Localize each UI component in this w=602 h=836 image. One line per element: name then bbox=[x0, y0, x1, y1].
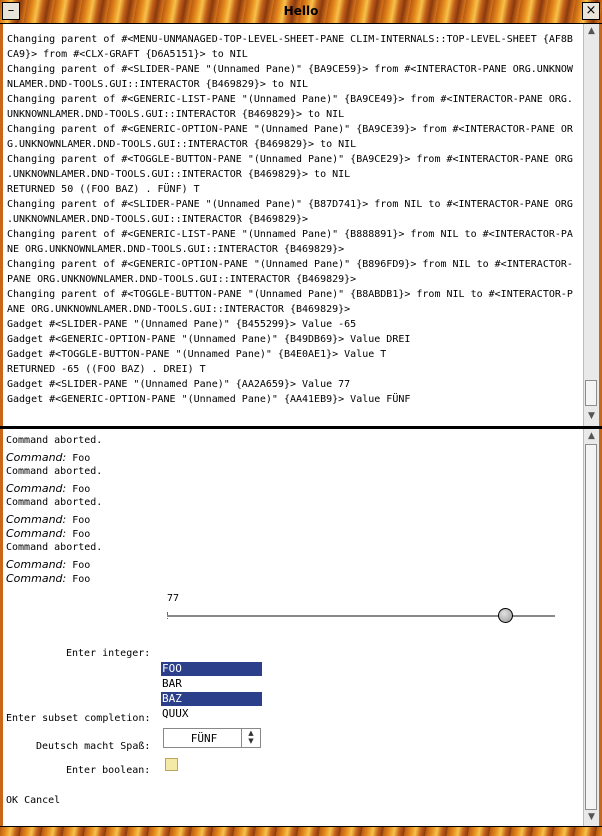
updown-icon[interactable]: ▲ ▼ bbox=[241, 729, 260, 747]
status-message: Command aborted. bbox=[6, 466, 103, 477]
command-prompt: Command: bbox=[6, 558, 67, 571]
interactor-scrollbar[interactable] bbox=[583, 429, 599, 826]
interactor-history bbox=[6, 432, 102, 586]
command-prompt: Command: bbox=[6, 572, 67, 585]
command-line bbox=[6, 572, 102, 586]
subset-option-baz[interactable]: BAZ bbox=[161, 692, 262, 706]
status-message: Command aborted. bbox=[6, 497, 103, 508]
output-line: CA9}> from #<CLX-GRAFT {D6A5151}> to NIL bbox=[7, 49, 248, 60]
output-line: Changing parent of #<TOGGLE-BUTTON-PANE "(Unnamed Pane)" {B8ABDB1}> from NIL to #<INTERACTOR-P bbox=[7, 289, 573, 300]
command-prompt: Command: bbox=[6, 451, 67, 464]
integer-slider[interactable] bbox=[167, 615, 555, 618]
output-line: UNKNOWNLAMER.DND-TOOLS.GUI::INTERACTOR {B469829}> to NIL bbox=[7, 109, 345, 120]
output-scrollbar[interactable] bbox=[583, 24, 599, 426]
command-line bbox=[6, 482, 102, 496]
output-line: NE ORG.UNKNOWNLAMER.DND-TOOLS.GUI::INTERACTOR {B469829}> bbox=[7, 244, 345, 255]
command-prompt: Command: bbox=[6, 513, 67, 526]
enter-boolean-label: Enter boolean: bbox=[66, 765, 151, 776]
command-line bbox=[6, 451, 102, 465]
command-text: Foo bbox=[66, 484, 91, 495]
output-line: Gadget #<GENERIC-OPTION-PANE "(Unnamed Pane)" {AA41EB9}> Value FÜNF bbox=[7, 394, 411, 405]
window-bottom-border bbox=[0, 826, 602, 836]
output-line: NLAMER.DND-TOOLS.GUI::INTERACTOR {B469829}> to NIL bbox=[7, 79, 309, 90]
enter-integer-label: Enter integer: bbox=[66, 648, 151, 659]
output-line: Changing parent of #<MENU-UNMANAGED-TOP-LEVEL-SHEET-PANE CLIM-INTERNALS::TOP-LEVEL-SHEET {AF8B bbox=[7, 34, 573, 45]
scroll-down-icon[interactable]: ▼ bbox=[588, 411, 595, 421]
interactor-pane[interactable] bbox=[3, 429, 583, 826]
button-row bbox=[6, 795, 60, 806]
option-value: FÜNF bbox=[190, 732, 218, 745]
output-line: Gadget #<GENERIC-OPTION-PANE "(Unnamed Pane)" {B49DB69}> Value DREI bbox=[7, 334, 411, 345]
output-scroll-thumb[interactable] bbox=[585, 380, 597, 406]
deutsch-option-select[interactable] bbox=[163, 728, 261, 748]
scroll-down-icon[interactable]: ▼ bbox=[588, 812, 595, 822]
command-text: Foo bbox=[66, 515, 91, 526]
subset-option-quux[interactable]: QUUX bbox=[162, 707, 189, 720]
output-line: G.UNKNOWNLAMER.DND-TOOLS.GUI::INTERACTOR {B469829}> to NIL bbox=[7, 139, 357, 150]
command-line bbox=[6, 527, 102, 541]
command-line bbox=[6, 513, 102, 527]
output-line: Changing parent of #<GENERIC-OPTION-PANE "(Unnamed Pane)" {BA9CE39}> from #<INTERACTOR-PANE OR bbox=[7, 124, 573, 135]
command-prompt: Command: bbox=[6, 527, 67, 540]
window-menu-button[interactable]: – bbox=[2, 2, 20, 20]
output-line: Changing parent of #<TOGGLE-BUTTON-PANE "(Unnamed Pane)" {BA9CE29}> from #<INTERACTOR-PANE ORG bbox=[7, 154, 573, 165]
slider-knob[interactable] bbox=[498, 608, 513, 623]
output-line: Changing parent of #<GENERIC-LIST-PANE "(Unnamed Pane)" {B888891}> from NIL to #<INTERACTOR-PA bbox=[7, 229, 573, 240]
command-line bbox=[6, 558, 102, 572]
slider-value: 77 bbox=[167, 593, 180, 604]
output-line: PANE ORG.UNKNOWNLAMER.DND-TOOLS.GUI::INTERACTOR {B469829}> bbox=[7, 274, 357, 285]
output-line: RETURNED 50 ((FOO BAZ) . FÜNF) T bbox=[7, 184, 200, 195]
output-line: Gadget #<SLIDER-PANE "(Unnamed Pane)" {AA2A659}> Value 77 bbox=[7, 379, 351, 390]
boolean-checkbox[interactable] bbox=[165, 758, 178, 771]
output-line: Gadget #<SLIDER-PANE "(Unnamed Pane)" {B455299}> Value -65 bbox=[7, 319, 357, 330]
command-text: Foo bbox=[66, 529, 91, 540]
title-bar[interactable] bbox=[0, 0, 602, 24]
scroll-up-icon[interactable]: ▲ bbox=[588, 26, 595, 36]
output-line: ANE ORG.UNKNOWNLAMER.DND-TOOLS.GUI::INTERACTOR {B469829}> bbox=[7, 304, 351, 315]
status-message: Command aborted. bbox=[6, 542, 103, 553]
output-line: RETURNED -65 ((FOO BAZ) . DREI) T bbox=[7, 364, 206, 375]
scroll-up-icon[interactable]: ▲ bbox=[588, 431, 595, 441]
enter-subset-label: Enter subset completion: bbox=[6, 713, 151, 724]
output-text bbox=[3, 24, 583, 407]
close-icon: × bbox=[585, 3, 597, 18]
interactor-scroll-thumb[interactable] bbox=[585, 444, 597, 810]
subset-option-foo[interactable]: FOO bbox=[161, 662, 262, 676]
command-text: Foo bbox=[66, 574, 91, 585]
output-line: Changing parent of #<GENERIC-OPTION-PANE "(Unnamed Pane)" {B896FD9}> from NIL to #<INTERACTOR- bbox=[7, 259, 573, 270]
window-title: Hello bbox=[283, 4, 319, 18]
output-line: .UNKNOWNLAMER.DND-TOOLS.GUI::INTERACTOR {B469829}> to NIL bbox=[7, 169, 351, 180]
output-line: Changing parent of #<SLIDER-PANE "(Unnamed Pane)" {B87D741}> from NIL to #<INTERACTOR-PANE ORG bbox=[7, 199, 573, 210]
cancel-button[interactable]: Cancel bbox=[24, 795, 61, 806]
command-text: Foo bbox=[66, 560, 91, 571]
output-line: Changing parent of #<GENERIC-LIST-PANE "(Unnamed Pane)" {BA9CE49}> from #<INTERACTOR-PANE ORG. bbox=[7, 94, 573, 105]
output-pane bbox=[3, 24, 583, 426]
output-line: Gadget #<TOGGLE-BUTTON-PANE "(Unnamed Pane)" {B4E0AE1}> Value T bbox=[7, 349, 387, 360]
subset-option-bar[interactable]: BAR bbox=[162, 677, 182, 690]
deutsch-label: Deutsch macht Spaß: bbox=[36, 741, 151, 752]
status-message: Command aborted. bbox=[6, 435, 103, 446]
command-prompt: Command: bbox=[6, 482, 67, 495]
close-button[interactable] bbox=[582, 2, 600, 20]
output-line: .UNKNOWNLAMER.DND-TOOLS.GUI::INTERACTOR {B469829}> bbox=[7, 214, 309, 225]
ok-button[interactable]: OK bbox=[6, 795, 19, 806]
output-line: Changing parent of #<SLIDER-PANE "(Unnamed Pane)" {BA9CE59}> from #<INTERACTOR-PANE ORG.UNKNOW bbox=[7, 64, 573, 75]
command-text: Foo bbox=[66, 453, 91, 464]
